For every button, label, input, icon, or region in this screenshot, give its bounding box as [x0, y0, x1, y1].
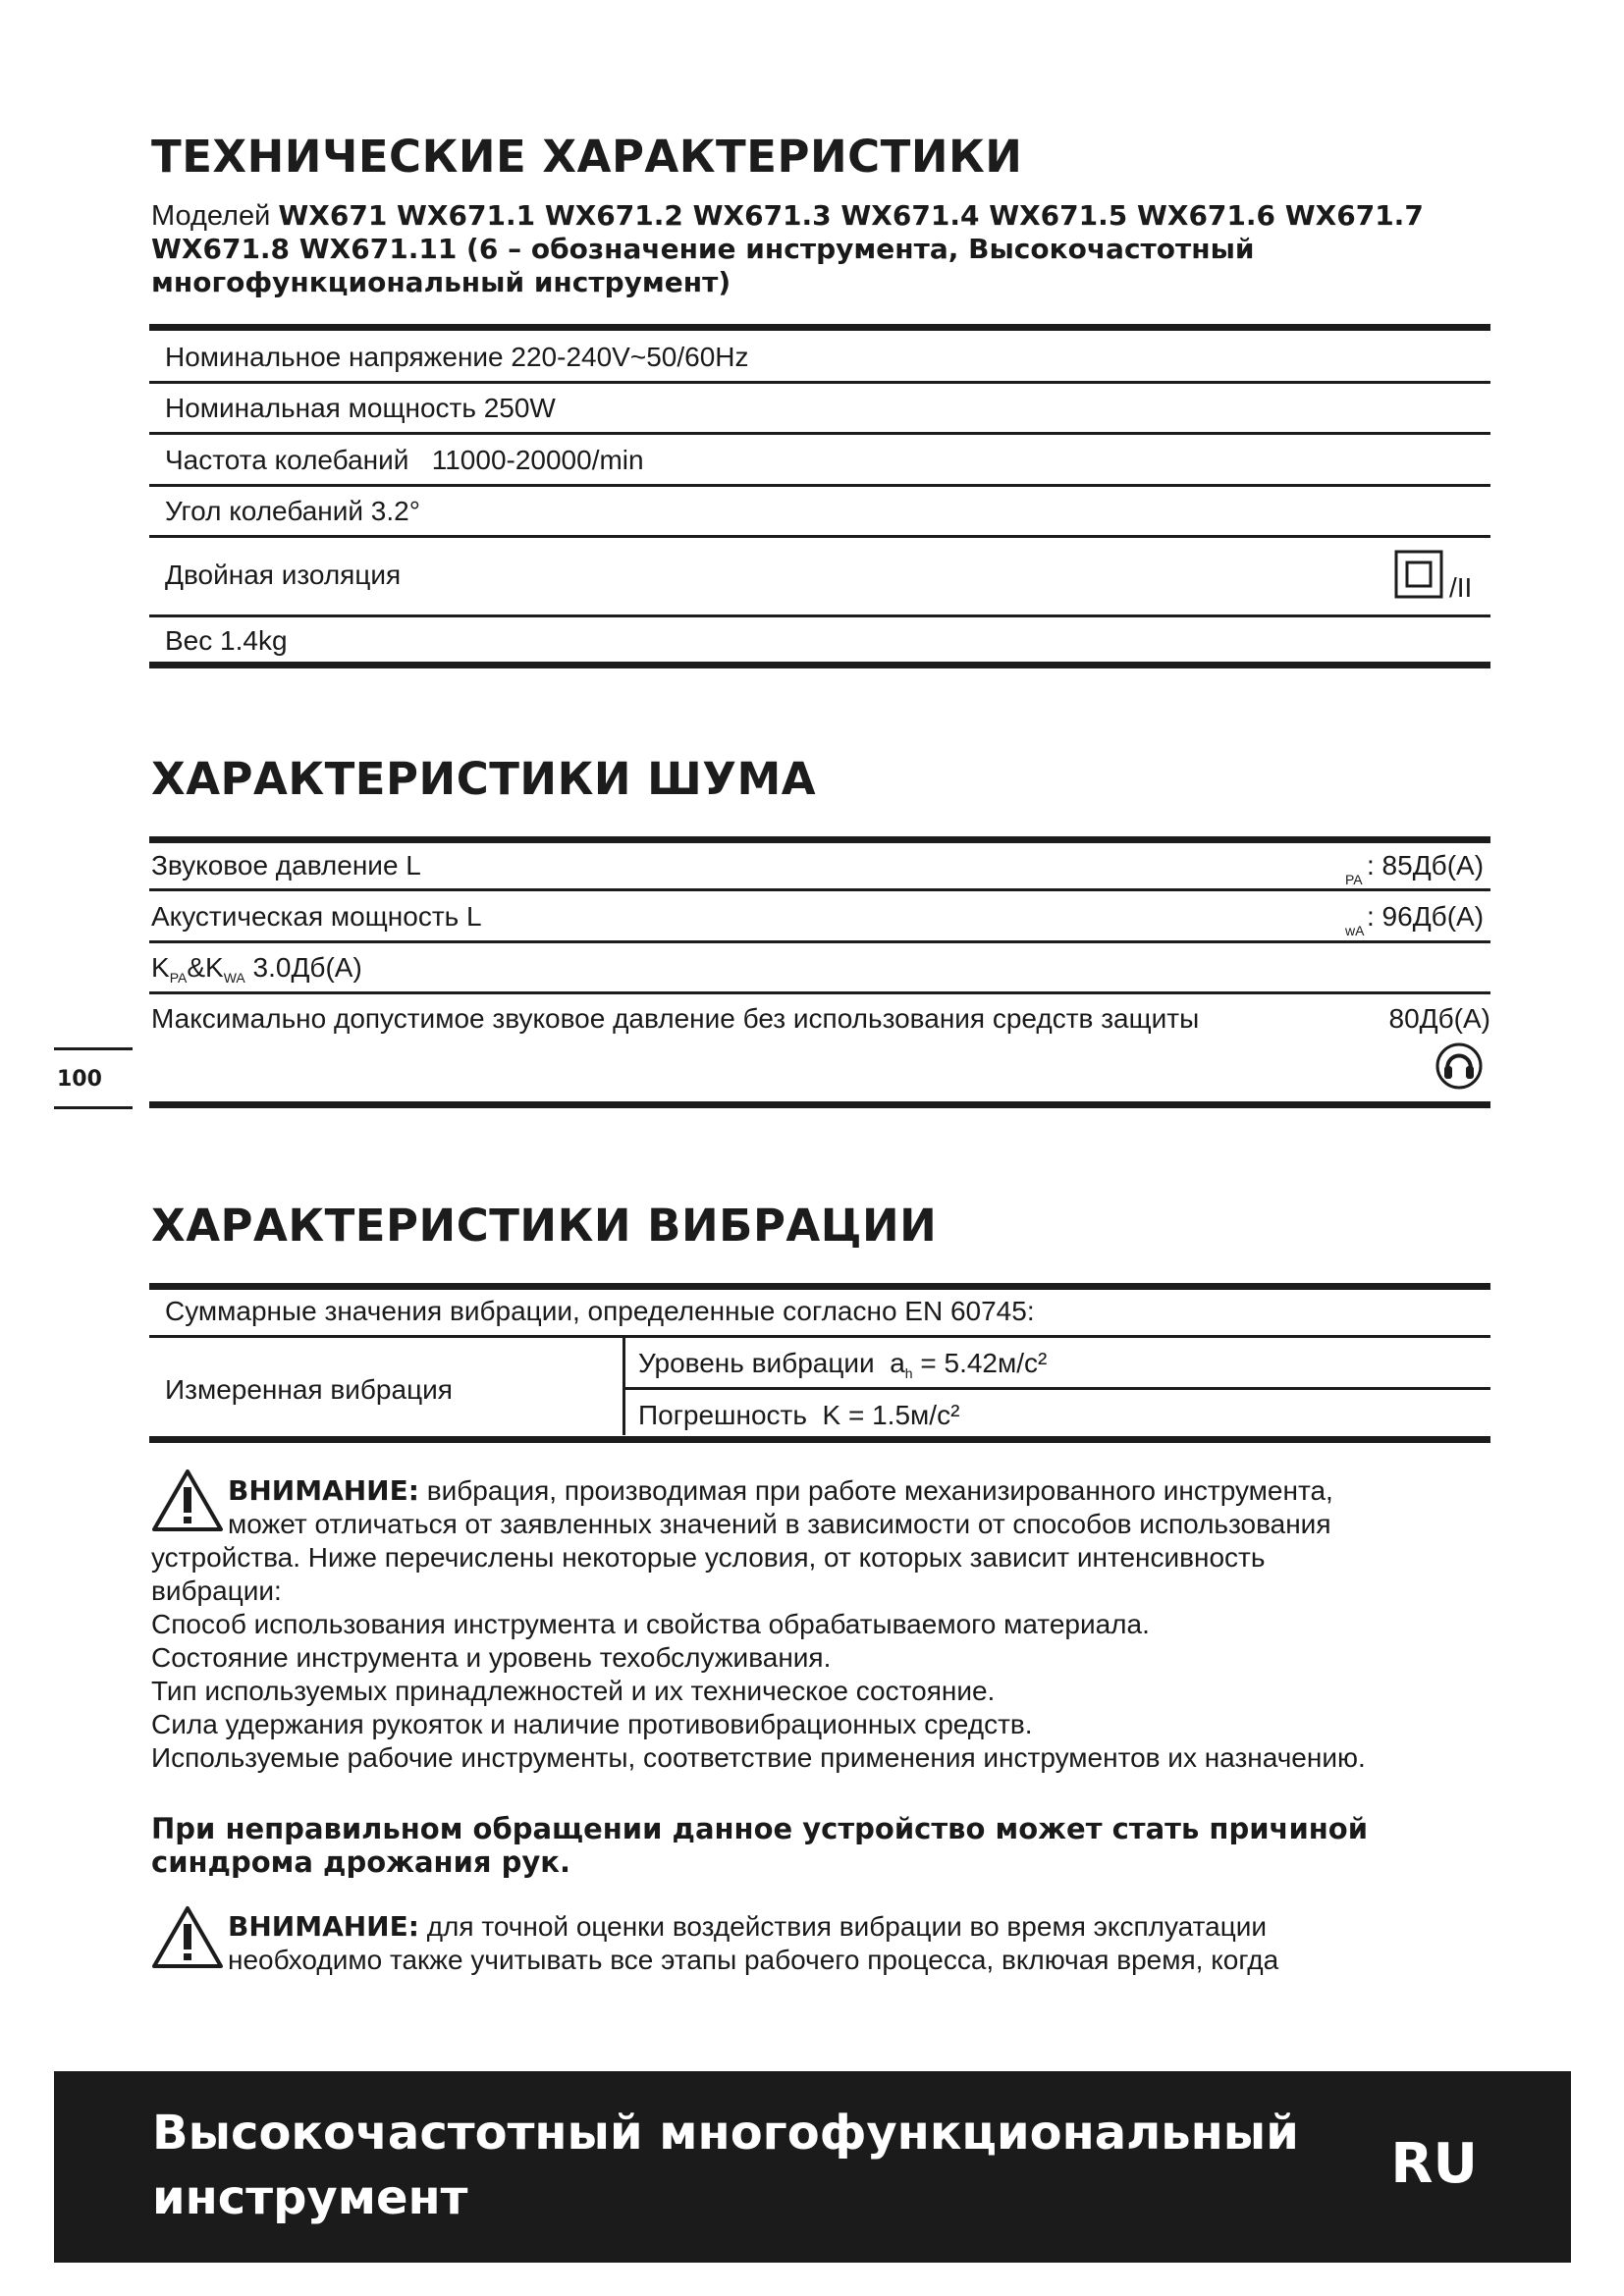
noise-row-power-value: : 96Дб(А) — [1367, 901, 1485, 932]
warning1-list-item: Сила удержания рукояток и наличие противовибрационных средств. — [151, 1709, 1033, 1739]
tech-row-power: Номинальная мощность 250W — [165, 393, 556, 423]
k-symbol: K — [151, 952, 170, 983]
noise-row-max-label: Максимально допустимое звуковое давление без использования средств защиты — [151, 1003, 1200, 1034]
tech-table-top-rule — [149, 324, 1490, 331]
noise-row-power-sub: wA — [1345, 923, 1365, 938]
ear-protection-icon — [1435, 1041, 1483, 1091]
warning1-list-item: Состояние инструмента и уровень техобслуживания. — [151, 1642, 832, 1673]
footer-banner — [54, 2071, 1571, 2263]
warning1-list-item: Тип используемых принадлежностей и их техническое состояние. — [151, 1676, 996, 1706]
vibration-table-top-rule — [149, 1283, 1490, 1290]
noise-row-max-value: 80Дб(А) — [1388, 1003, 1490, 1034]
row-divider — [149, 614, 1490, 617]
row-divider — [624, 1387, 1490, 1390]
noise-row-power-label: Акустическая мощность L — [151, 901, 482, 932]
warning1-line1 — [228, 1474, 1504, 1508]
warning-triangle-icon — [151, 1468, 224, 1532]
warning-triangle-icon — [151, 1904, 224, 1969]
k-sub-pa: PA — [169, 970, 188, 986]
k-value: 3.0Дб(А) — [244, 952, 362, 983]
noise-row-pressure-value: : 85Дб(А) — [1367, 850, 1485, 881]
warning2-line2: необходимо также учитывать все этапы рабочего процесса, включая время, когда — [228, 1945, 1279, 1975]
noise-row-k — [151, 952, 362, 986]
row-divider — [149, 991, 1490, 994]
tech-row-angle: Угол колебаний 3.2° — [165, 496, 420, 526]
row-divider — [149, 1335, 1490, 1338]
tech-row-weight: Вес 1.4kg — [165, 625, 288, 656]
warning1-list-item: Способ использования инструмента и свойства обрабатываемого материала. — [151, 1609, 1150, 1639]
warning1-text: вибрация, производимая при работе механизированного инструмента, — [418, 1475, 1333, 1506]
tech-specs-title: ТЕХНИЧЕСКИЕ ХАРАКТЕРИСТИКИ — [151, 131, 1023, 183]
row-divider — [149, 484, 1490, 487]
tech-row-insulation: Двойная изоляция — [165, 560, 402, 590]
vibration-summary: Суммарные значения вибрации, определенные согласно EN 60745: — [165, 1296, 1035, 1326]
tech-row-frequency: Частота колебаний 11000-20000/min — [165, 445, 644, 475]
row-divider — [149, 535, 1490, 538]
warning1-line2: может отличаться от заявленных значений в зависимости от способов использования — [228, 1509, 1331, 1539]
insulation-class: /II — [1449, 572, 1473, 603]
row-divider — [149, 381, 1490, 384]
noise-table-top-rule — [149, 836, 1490, 843]
noise-row-pressure-label: Звуковое давление L — [151, 850, 421, 881]
vibration-level-label: Уровень вибрации a — [638, 1348, 905, 1378]
warning2-label: ВНИМАНИЕ: — [228, 1910, 419, 1943]
page-number-rule-bottom — [54, 1106, 133, 1109]
vibration-level-sub: h — [904, 1365, 913, 1381]
k-sub-wa: WA — [223, 970, 245, 986]
models-prefix: Моделей — [151, 200, 279, 232]
warning1-label: ВНИМАНИЕ: — [228, 1474, 419, 1507]
models-list: WX671 WX671.1 WX671.2 WX671.3 WX671.4 WX671.5 WX671.6 WX671.7 WX671.8 WX671.11 (6 – обозначение инструмента, Высокочастотный многофункциональный инструмент) — [151, 199, 1424, 298]
tech-row-voltage: Номинальное напряжение 220-240V~50/60Hz — [165, 342, 749, 372]
page-number: 100 — [57, 1067, 102, 1092]
models-line — [151, 199, 1496, 299]
k-symbol-2: &K — [187, 952, 224, 983]
column-divider — [623, 1337, 625, 1435]
warning2-line1 — [228, 1910, 1504, 1944]
warning1-line4: вибрации: — [151, 1575, 282, 1606]
vibration-title: ХАРАКТЕРИСТИКИ ВИБРАЦИИ — [151, 1200, 938, 1252]
warning1-line3: устройства. Ниже перечислены некоторые условия, от которых зависит интенсивность — [151, 1542, 1266, 1573]
footer-product-title: Высокочастотный многофункциональный инструмент — [152, 2106, 1299, 2225]
tech-table-bottom-rule — [149, 662, 1490, 668]
vibration-level — [638, 1348, 1047, 1381]
warning1-list-item: Используемые рабочие инструменты, соответствие применения инструментов их назначению. — [151, 1742, 1366, 1773]
double-insulation-square-icon — [1394, 550, 1445, 601]
noise-table-bottom-rule — [149, 1101, 1490, 1108]
warning2-text: для точной оценки воздействия вибрации во время эксплуатации — [418, 1911, 1268, 1942]
vibration-measured-label: Измеренная вибрация — [165, 1374, 453, 1405]
hand-arm-syndrome-note: При неправильном обращении данное устройство может стать причиной синдрома дрожания рук. — [151, 1812, 1369, 1879]
vibration-error: Погрешность K = 1.5м/с² — [638, 1400, 960, 1430]
noise-title: ХАРАКТЕРИСТИКИ ШУМА — [151, 753, 817, 805]
page-number-rule-top — [54, 1047, 133, 1050]
vibration-level-value: = 5.42м/с² — [912, 1348, 1048, 1378]
noise-row-pressure-sub: PA — [1345, 872, 1363, 887]
row-divider — [149, 432, 1490, 435]
row-divider — [149, 888, 1490, 891]
row-divider — [149, 940, 1490, 943]
footer-language-code: RU — [1390, 2132, 1478, 2196]
vibration-table-bottom-rule — [149, 1436, 1490, 1443]
